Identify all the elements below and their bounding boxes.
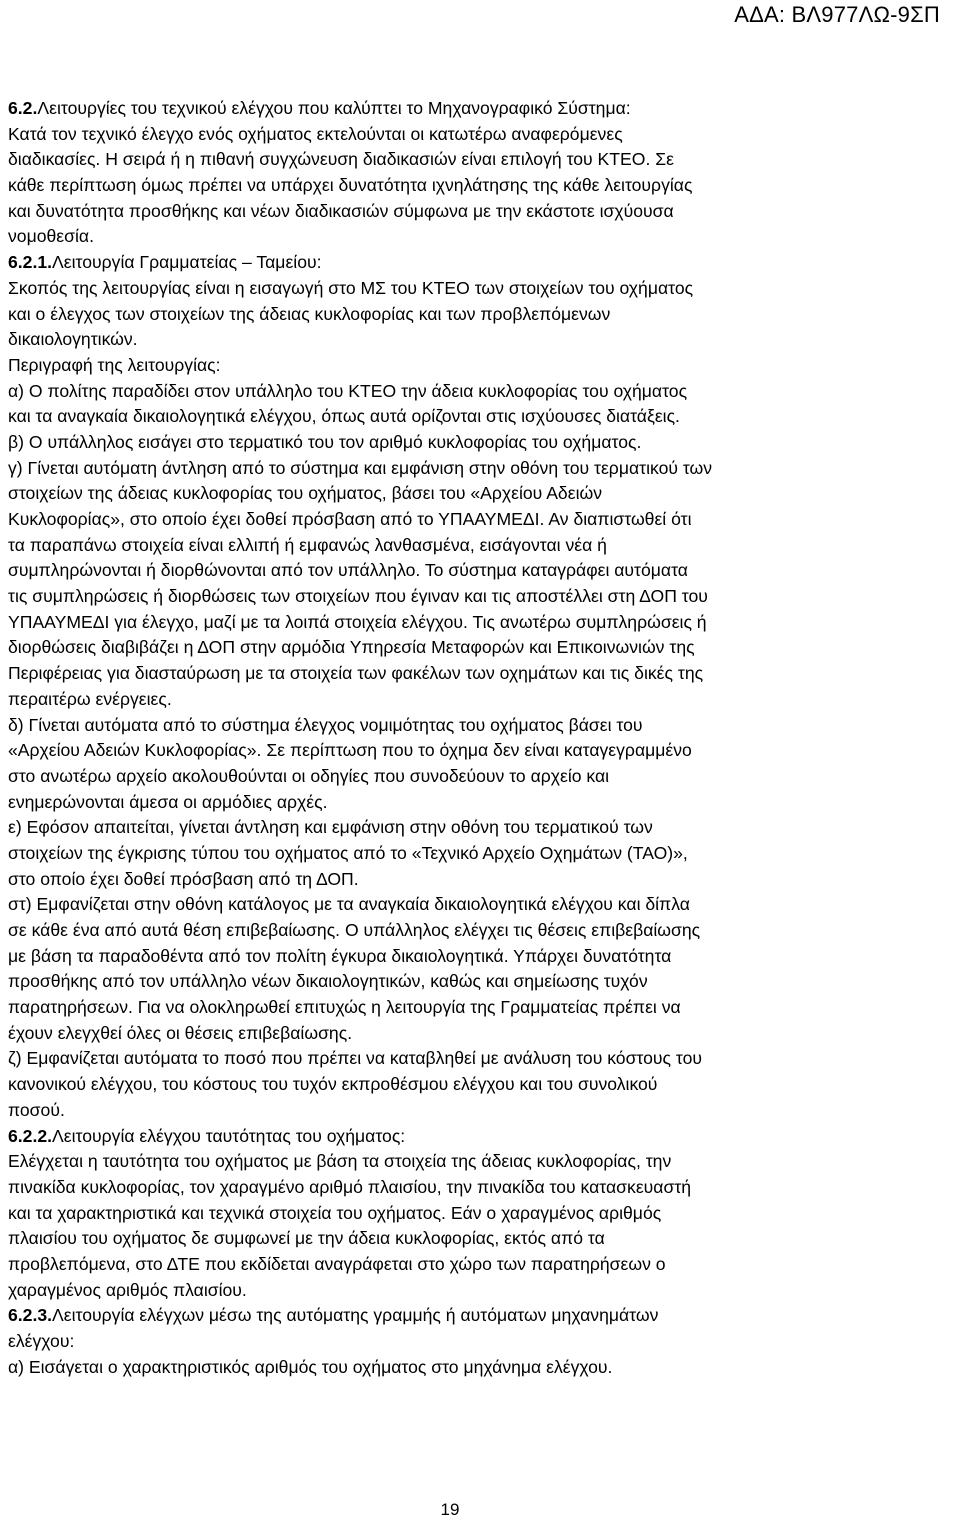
text-line	[8, 224, 948, 250]
line-text: στοιχείων της άδειας κυκλοφορίας του οχήματος, βάσει του «Αρχείου Αδειών	[8, 483, 603, 504]
line-text: στ) Εμφανίζεται στην οθόνη κατάλογος με τα αναγκαία δικαιολογητικά ελέγχου και δίπλα	[8, 894, 690, 915]
text-line	[8, 635, 948, 661]
text-line	[8, 610, 948, 636]
text-line	[8, 1149, 948, 1175]
line-text: ποσού.	[8, 1099, 65, 1120]
text-line	[8, 944, 948, 970]
line-text: στο ανωτέρω αρχείο ακολουθούνται οι οδηγίες που συνοδεύουν το αρχείο και	[8, 765, 610, 786]
text-line	[8, 122, 948, 148]
line-text: και δυνατότητα προσθήκης και νέων διαδικασιών σύμφωνα με την εκάστοτε ισχύουσα	[8, 200, 674, 221]
text-line	[8, 507, 948, 533]
line-text: Κατά τον τεχνικό έλεγχο ενός οχήματος εκτελούνται οι κατωτέρω αναφερόμενες	[8, 123, 623, 144]
line-text: στο οποίο έχει δοθεί πρόσβαση από τη ΔΟΠ.	[8, 868, 359, 889]
line-text: και τα χαρακτηριστικά και τεχνικά στοιχεία του οχήματος. Εάν ο χαραγμένος αριθμός	[8, 1202, 662, 1223]
line-text: διορθώσεις διαβιβάζει η ΔΟΠ στην αρμόδια Υπηρεσία Μεταφορών και Επικοινωνιών της	[8, 637, 695, 658]
line-text: τις συμπληρώσεις ή διορθώσεις των στοιχείων που έγιναν και τις αποστέλλει στη ΔΟΠ του	[8, 586, 708, 607]
text-line	[8, 969, 948, 995]
line-text: Λειτουργίες του τεχνικού ελέγχου που καλύπτει το Μηχανογραφικό Σύστημα:	[37, 98, 631, 118]
line-text: ΥΠΑΑΥΜΕΔΙ για έλεγχο, μαζί με τα λοιπά στοιχεία ελέγχου. Τις ανωτέρω συμπληρώσεις ή	[8, 611, 707, 632]
line-text: Λειτουργία ελέγχου ταυτότητας του οχήματος:	[52, 1125, 406, 1146]
text-line	[8, 1175, 948, 1201]
text-line	[8, 1355, 948, 1381]
text-line	[8, 379, 948, 405]
line-text: ε) Εφόσον απαιτείται, γίνεται άντληση και εμφάνιση στην οθόνη του τερματικού των	[8, 817, 653, 838]
text-line	[8, 199, 948, 225]
text-line	[8, 687, 948, 713]
line-text: πλαισίου του οχήματος δε συμφωνεί με την άδεια κυκλοφορίας, εκτός από τα	[8, 1228, 605, 1249]
line-text: Κυκλοφορίας», στο οποίο έχει δοθεί πρόσβαση από το ΥΠΑΑΥΜΕΔΙ. Αν διαπιστωθεί ότι	[8, 509, 692, 529]
line-text: δικαιολογητικών.	[8, 329, 138, 350]
text-line	[8, 533, 948, 559]
text-line	[8, 713, 948, 739]
section-heading-line	[8, 96, 948, 122]
text-line	[8, 404, 948, 430]
text-line	[8, 456, 948, 482]
section-number: 6.2.	[8, 98, 38, 118]
line-text: κάθε περίπτωση όμως πρέπει να υπάρχει δυνατότητα ιχνηλάτησης της κάθε λειτουργίας	[8, 175, 693, 196]
section-heading-line	[8, 1303, 948, 1329]
line-text: παρατηρήσεων. Για να ολοκληρωθεί επιτυχώς η λειτουργία της Γραμματείας πρέπει να	[8, 997, 681, 1018]
text-line	[8, 1201, 948, 1227]
line-text: χαραγμένος αριθμός πλαισίου.	[8, 1279, 247, 1300]
text-line	[8, 430, 948, 456]
section-number: 6.2.1.	[8, 252, 53, 273]
line-text: στοιχείων της έγκρισης τύπου του οχήματος από το «Τεχνικό Αρχείο Οχημάτων (ΤΑΟ)»,	[8, 842, 688, 863]
section-heading-line	[8, 250, 948, 276]
text-line	[8, 558, 948, 584]
line-text: Ελέγχεται η ταυτότητα του οχήματος με βάση τα στοιχεία της άδειας κυκλοφορίας, την	[8, 1151, 672, 1172]
line-text: α) Εισάγεται ο χαρακτηριστικός αριθμός του οχήματος στο μηχάνημα ελέγχου.	[8, 1356, 613, 1377]
text-line	[8, 147, 948, 173]
line-text: σε κάθε ένα από αυτά θέση επιβεβαίωσης. Ο υπάλληλος ελέγχει τις θέσεις επιβεβαίωσης	[8, 920, 701, 940]
text-line	[8, 302, 948, 328]
line-text: και τα αναγκαία δικαιολογητικά ελέγχου, όπως αυτά ορίζονται στις ισχύουσες διατάξεις.	[8, 406, 680, 427]
line-text: ελέγχου:	[8, 1331, 75, 1351]
text-line	[8, 1046, 948, 1072]
text-line	[8, 1278, 948, 1304]
text-line	[8, 327, 948, 353]
line-text: κανονικού ελέγχου, του κόστους του τυχόν εκπροθέσμου ελέγχου και του συνολικού	[8, 1074, 658, 1095]
text-line	[8, 995, 948, 1021]
text-line	[8, 918, 948, 944]
text-line	[8, 764, 948, 790]
text-line	[8, 790, 948, 816]
line-text: δ) Γίνεται αυτόματα από το σύστημα έλεγχος νομιμότητας του οχήματος βάσει του	[8, 714, 643, 735]
line-text: διαδικασίες. Η σειρά ή η πιθανή συγχώνευση διαδικασιών είναι επιλογή του ΚΤΕΟ. Σε	[8, 149, 674, 170]
line-text: Λειτουργία Γραμματείας – Ταμείου:	[52, 252, 322, 273]
document-body	[8, 96, 948, 1380]
line-text: έχουν ελεγχθεί όλες οι θέσεις επιβεβαίωσης.	[8, 1022, 353, 1043]
text-line	[8, 738, 948, 764]
line-text: ζ) Εμφανίζεται αυτόματα το ποσό που πρέπει να καταβληθεί με ανάλυση του κόστους του	[8, 1048, 703, 1069]
line-text: τα παραπάνω στοιχεία είναι ελλιπή ή εμφανώς λανθασμένα, εισάγονται νέα ή	[8, 534, 607, 555]
text-line	[8, 353, 948, 379]
text-line	[8, 661, 948, 687]
text-line	[8, 1098, 948, 1124]
line-text: νομοθεσία.	[8, 226, 94, 247]
line-text: β) Ο υπάλληλος εισάγει στο τερματικό του τον αριθμό κυκλοφορίας του οχήματος.	[8, 431, 642, 452]
line-text: γ) Γίνεται αυτόματη άντληση από το σύστημα και εμφάνιση στην οθόνη του τερματικού των	[8, 457, 713, 478]
line-text: πινακίδα κυκλοφορίας, τον χαραγμένο αριθμό πλαισίου, την πινακίδα του κατασκευαστή	[8, 1176, 692, 1197]
document-ada-code: ΑΔΑ: ΒΛ977ΛΩ-9ΣΠ	[734, 2, 940, 27]
line-text: «Αρχείου Αδειών Κυκλοφορίας». Σε περίπτωση που το όχημα δεν είναι καταγεγραμμένο	[8, 740, 692, 761]
line-text: ενημερώνονται άμεσα οι αρμόδιες αρχές.	[8, 791, 328, 812]
section-number: 6.2.2.	[8, 1125, 53, 1146]
line-text: συμπληρώνονται ή διορθώνονται από τον υπάλληλο. Το σύστημα καταγράφει αυτόματα	[8, 560, 688, 581]
text-line	[8, 867, 948, 893]
text-line	[8, 1226, 948, 1252]
line-text: και ο έλεγχος των στοιχείων της άδειας κυκλοφορίας και των προβλεπόμενων	[8, 303, 611, 324]
text-line	[8, 1072, 948, 1098]
line-text: Περιγραφή της λειτουργίας:	[8, 354, 221, 375]
page-number: 19	[440, 1500, 460, 1519]
text-line	[8, 1252, 948, 1278]
line-text: Λειτουργία ελέγχων μέσω της αυτόματης γραμμής ή αυτόματων μηχανημάτων	[52, 1305, 659, 1326]
text-line	[8, 173, 948, 199]
text-line	[8, 892, 948, 918]
text-line	[8, 1329, 948, 1355]
text-line	[8, 276, 948, 302]
line-text: περαιτέρω ενέργειες.	[8, 688, 172, 709]
line-text: με βάση τα παραδοθέντα από τον πολίτη έγκυρα δικαιολογητικά. Υπάρχει δυνατότητα	[8, 945, 672, 966]
line-text: Σκοπός της λειτουργίας είναι η εισαγωγή στο ΜΣ του ΚΤΕΟ των στοιχείων του οχήματος	[8, 277, 694, 298]
text-line	[8, 841, 948, 867]
text-line	[8, 481, 948, 507]
line-text: προβλεπόμενα, στο ΔΤΕ που εκδίδεται αναγράφεται στο χώρο των παρατηρήσεων ο	[8, 1253, 666, 1274]
line-text: προσθήκης από τον υπάλληλο νέων δικαιολογητικών, καθώς και σημείωσης τυχόν	[8, 971, 648, 992]
line-text: Περιφέρειας για διασταύρωση με τα στοιχεία των φακέλων των οχημάτων και τις δικές της	[8, 663, 704, 684]
section-number: 6.2.3.	[8, 1305, 53, 1326]
section-heading-line	[8, 1124, 948, 1150]
text-line	[8, 584, 948, 610]
text-line	[8, 815, 948, 841]
text-line	[8, 1021, 948, 1047]
line-text: α) Ο πολίτης παραδίδει στον υπάλληλο του ΚΤΕΟ την άδεια κυκλοφορίας του οχήματος	[8, 380, 688, 401]
